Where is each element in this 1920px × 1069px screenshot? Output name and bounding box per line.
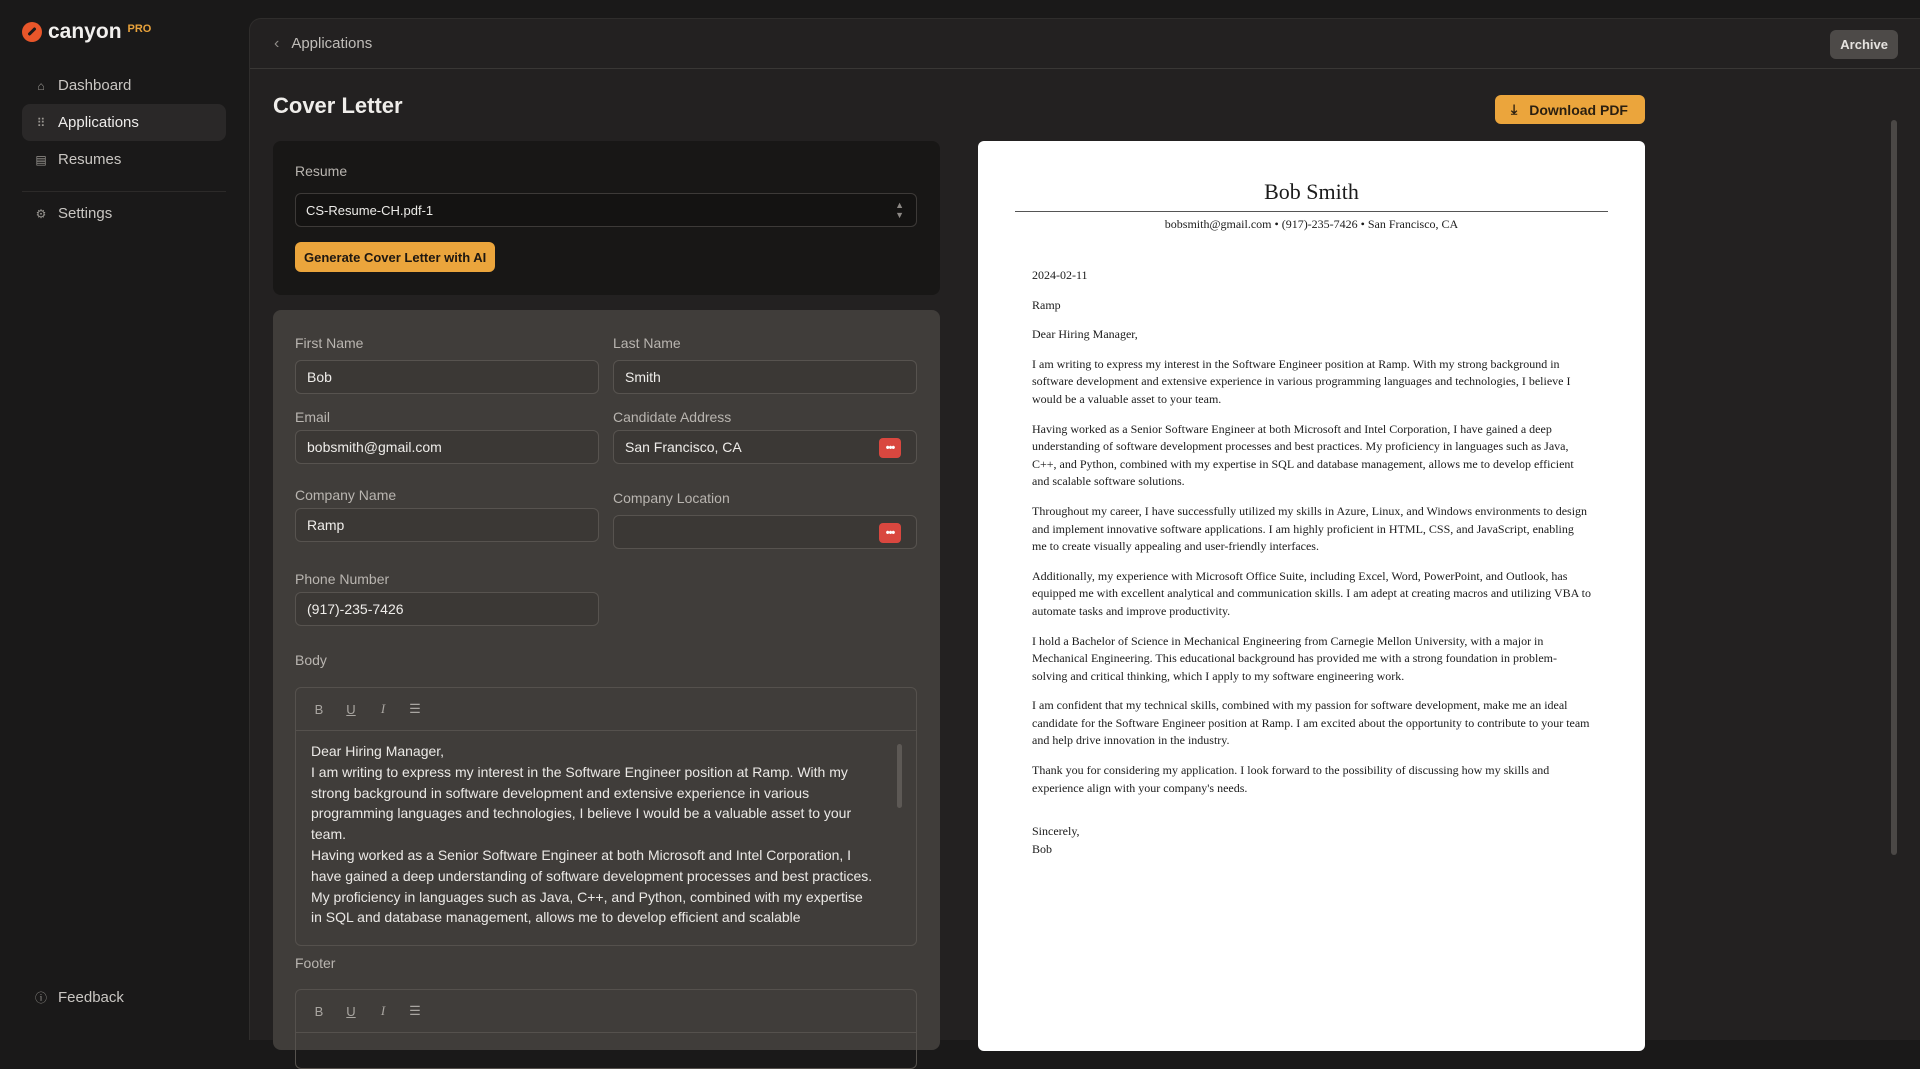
bold-icon[interactable]: B <box>314 1003 324 1019</box>
phone-number-label: Phone Number <box>295 571 390 587</box>
preview-greeting: Dear Hiring Manager, <box>1032 327 1138 342</box>
body-text[interactable] <box>296 731 916 945</box>
company-name-label: Company Name <box>295 487 397 503</box>
sidebar-item-label: Settings <box>58 205 113 222</box>
grid-icon: ⠿ <box>36 115 46 130</box>
list-icon[interactable]: ☰ <box>409 1003 421 1018</box>
cover-letter-form <box>273 310 940 1050</box>
generate-cover-letter-button[interactable]: Generate Cover Letter with AI <box>295 242 495 272</box>
document-icon: ▤ <box>35 152 47 167</box>
preview-signature: Bob <box>1032 841 1053 856</box>
footer-toolbar <box>296 990 916 1033</box>
download-label: Download PDF <box>1529 101 1628 118</box>
breadcrumb[interactable]: Applications <box>291 35 373 52</box>
list-icon[interactable]: ☰ <box>409 701 421 716</box>
underline-icon[interactable]: U <box>346 701 356 717</box>
preview-paragraph: I hold a Bachelor of Science in Mechanical Engineering from Carnegie Mellon University, with a major in Mechanical Engineering. This educational background has provided me with a strong foundation in problem-solving and critical thinking, which I apply to my software engineering work. <box>1032 633 1557 683</box>
canyon-logo-icon <box>22 22 42 42</box>
preview-paragraph: Having worked as a Senior Software Engineer at both Microsoft and Intel Corporation, I have gained a deep understanding of software development processes and best practices. My proficiency in languages such as Java, C++, and Python, combined with my expertise in SQL and database management, allows me to develop efficient and scalable software solutions. <box>1032 421 1574 489</box>
chevron-left-icon[interactable]: ‹ <box>274 34 280 52</box>
first-name-label: First Name <box>295 335 364 351</box>
preview-date: 2024-02-11 <box>1032 268 1088 282</box>
resume-select[interactable] <box>295 193 917 227</box>
home-icon: ⌂ <box>37 78 45 93</box>
preview-company: Ramp <box>1032 297 1061 312</box>
logo[interactable] <box>22 20 151 44</box>
page-title: Cover Letter <box>273 93 403 118</box>
email-label: Email <box>295 409 331 425</box>
candidate-address-input[interactable] <box>613 430 917 464</box>
company-location-label: Company Location <box>613 490 730 506</box>
sidebar-item-dashboard[interactable] <box>22 67 226 104</box>
preview-contact: bobsmith@gmail.com • (917)-235-7426 • San Francisco, CA <box>1164 217 1459 231</box>
sidebar-item-settings[interactable] <box>22 195 226 232</box>
feedback-link[interactable] <box>22 979 226 1016</box>
preview-closing: Sincerely, <box>1032 824 1080 839</box>
app-name: canyon <box>48 20 122 43</box>
preview-body <box>1032 267 1591 858</box>
resume-select-value: CS-Resume-CH.pdf-1 <box>306 202 434 218</box>
preview-name: Bob Smith <box>1264 179 1359 204</box>
preview-paragraph: Additionally, my experience with Microsoft Office Suite, including Excel, Word, PowerPoint, and Outlook, has equipped me with excellent analytical and communication skills. I am adept at creating macros and utilizing VBA to automate tasks and improve productivity. <box>1032 568 1591 618</box>
candidate-address-value: San Francisco, CA <box>625 439 742 455</box>
footer-label: Footer <box>295 955 336 971</box>
sidebar-item-applications[interactable] <box>22 104 226 141</box>
italic-icon[interactable]: I <box>380 701 386 716</box>
archive-button[interactable]: Archive <box>1830 30 1898 59</box>
gear-icon: ⚙ <box>35 206 47 221</box>
main-panel <box>249 18 1920 1040</box>
pro-badge: PRO <box>127 23 152 35</box>
sidebar-item-label: Applications <box>58 114 139 131</box>
chevron-up-down-icon: ▲ ▼ <box>895 200 904 220</box>
preview-paragraph: I am confident that my technical skills, combined with my passion for software development, make me an ideal candidate for the Software Engineer position at Ramp. I am excited about the opportunity to contribute to your team and help drive innovation in the industry. <box>1032 698 1590 748</box>
phone-number-input[interactable]: (917)-235-7426 <box>295 592 599 626</box>
last-name-input[interactable]: Smith <box>613 360 917 394</box>
company-location-input[interactable] <box>613 515 917 549</box>
help-circle-icon: ⓘ <box>34 991 47 1005</box>
footer-editor[interactable] <box>295 989 917 1069</box>
last-name-label: Last Name <box>613 335 681 351</box>
candidate-address-label: Candidate Address <box>613 409 732 425</box>
sidebar-item-label: Dashboard <box>58 77 132 94</box>
company-name-input[interactable]: Ramp <box>295 508 599 542</box>
download-pdf-button[interactable] <box>1495 95 1645 124</box>
body-line: I am writing to express my interest in the Software Engineer position at Ramp. With my strong background in software development and extensive experience in various programming languages and technologies, I believe I would be a valuable asset to your team. <box>311 763 852 843</box>
body-editor[interactable] <box>295 687 917 946</box>
italic-icon[interactable]: I <box>380 1003 386 1018</box>
resume-card <box>273 141 940 295</box>
preview-paragraph: Throughout my career, I have successfully utilized my skills in Azure, Linux, and Windows environments to design and implement innovative software applications. I am highly proficient in HTML, CSS, and JavaScript, enabling me to create visually appealing and user-friendly interfaces. <box>1032 503 1588 554</box>
body-line: Dear Hiring Manager, <box>311 743 445 759</box>
resume-label: Resume <box>295 163 348 179</box>
sidebar <box>0 0 249 1040</box>
download-icon: ⤓ <box>1511 101 1518 117</box>
body-label: Body <box>295 652 327 668</box>
underline-icon[interactable]: U <box>346 1003 356 1019</box>
email-input[interactable]: bobsmith@gmail.com <box>295 430 599 464</box>
preview-paragraph: Thank you for considering my application. I look forward to the possibility of discussing how my skills and experience align with your company's needs. <box>1032 763 1550 795</box>
cover-letter-preview <box>978 141 1645 1051</box>
preview-divider <box>1015 211 1608 212</box>
sidebar-divider <box>22 191 226 192</box>
bold-icon[interactable]: B <box>314 701 324 717</box>
preview-paragraph: I am writing to express my interest in the Software Engineer position at Ramp. With my strong background in software development and extensive experience in various programming languages and technologies, I believe I would be a valuable asset to your team. <box>1032 356 1571 406</box>
password-manager-icon[interactable]: ••• <box>879 523 901 543</box>
sidebar-item-resumes[interactable] <box>22 141 226 178</box>
password-manager-icon[interactable]: ••• <box>879 438 901 458</box>
top-bar <box>250 19 1920 69</box>
first-name-input[interactable]: Bob <box>295 360 599 394</box>
body-toolbar <box>296 688 916 731</box>
sidebar-item-label: Resumes <box>58 151 122 168</box>
body-scrollbar[interactable] <box>897 744 902 808</box>
feedback-label: Feedback <box>58 989 124 1006</box>
page-scrollbar[interactable] <box>1891 120 1897 855</box>
body-line: Having worked as a Senior Software Engineer at both Microsoft and Intel Corporation, I have gained a deep understanding of software development processes and best practices. My proficiency in languages such as Java, C++, and Python, combined with my expertise in SQL and database management, allows me to develop efficient and scalable <box>311 846 873 926</box>
